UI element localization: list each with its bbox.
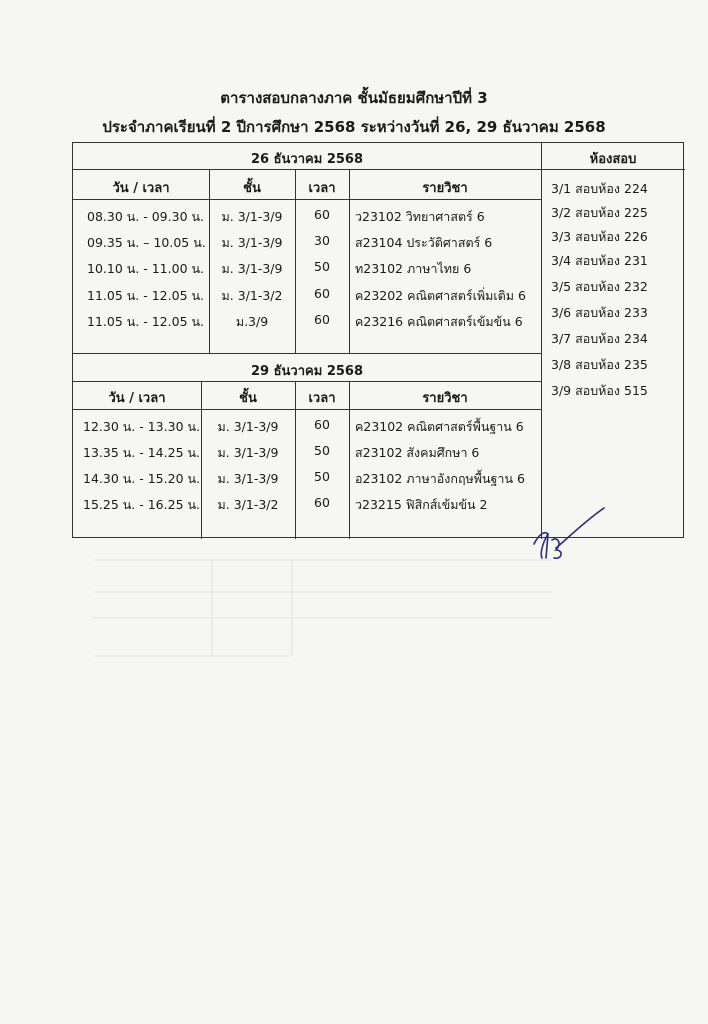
s1-row1-subject: ว23102 วิทยาศาสตร์ 6 [355, 209, 485, 224]
s1-row5-subject: ค23216 คณิตศาสตร์เข้มข้น 6 [355, 314, 523, 329]
s2-header-datetime: วัน / เวลา [108, 391, 166, 406]
room-item-8: 3/8 สอบห้อง 235 [551, 357, 648, 372]
room-item-4: 3/4 สอบห้อง 231 [551, 253, 648, 268]
s2-header-subject: รายวิชา [422, 391, 468, 406]
s1-row2-subject: ส23104 ประวัติศาสตร์ 6 [355, 235, 493, 250]
s1-header-class: ชั้น [243, 181, 261, 196]
s2-row2-class: ม. 3/1-3/9 [217, 445, 279, 460]
s1-row4-duration: 60 [314, 286, 330, 301]
room-item-2: 3/2 สอบห้อง 225 [551, 205, 648, 220]
room-item-5: 3/5 สอบห้อง 232 [551, 279, 648, 294]
s1-end-line [73, 353, 541, 354]
s1-row3-class: ม. 3/1-3/9 [221, 261, 283, 276]
s1-row2-time: 09.35 น. – 10.05 น. [87, 235, 206, 250]
s1-date-line [73, 169, 541, 170]
s2-row3-subject: อ23102 ภาษาอังกฤษพื้นฐาน 6 [355, 471, 525, 486]
s1-header-subject: รายวิชา [422, 181, 468, 196]
section1-date: 26 ธันวาคม 2568 [250, 152, 363, 167]
s1-row4-subject: ค23202 คณิตศาสตร์เพิ่มเติม 6 [355, 288, 526, 303]
s2-row4-class: ม. 3/1-3/2 [217, 497, 279, 512]
room-item-1: 3/1 สอบห้อง 224 [551, 181, 648, 196]
s2-row4-subject: ว23215 ฟิสิกส์เข้มข้น 2 [355, 497, 488, 512]
s2-row2-duration: 50 [314, 443, 330, 458]
s2-header-duration: เวลา [308, 391, 336, 406]
s1-row1-duration: 60 [314, 207, 330, 222]
s2-row2-time: 13.35 น. - 14.25 น. [83, 445, 201, 460]
section2-date: 29 ธันวาคม 2568 [250, 364, 363, 379]
room-item-7: 3/7 สอบห้อง 234 [551, 331, 648, 346]
s2-row1-class: ม. 3/1-3/9 [217, 419, 279, 434]
room-item-6: 3/6 สอบห้อง 233 [551, 305, 648, 320]
document-title: ตารางสอบกลางภาค ชั้นมัธยมศึกษาปีที่ 3 [220, 89, 488, 107]
s2-row3-time: 14.30 น. - 15.20 น. [83, 471, 201, 486]
s2-row1-time: 12.30 น. - 13.30 น. [83, 419, 201, 434]
signature [528, 500, 608, 570]
s1-row2-class: ม. 3/1-3/9 [221, 235, 283, 250]
s1-row5-time: 11.05 น. - 12.05 น. [87, 314, 205, 329]
s2-row2-subject: ส23102 สังคมศึกษา 6 [355, 445, 480, 460]
s1-header-datetime: วัน / เวลา [112, 181, 170, 196]
rooms-header-line [541, 169, 685, 170]
s1-row1-time: 08.30 น. - 09.30 น. [87, 209, 205, 224]
s1-row4-class: ม. 3/1-3/2 [221, 288, 283, 303]
s1-row3-time: 10.10 น. - 11.00 น. [87, 261, 205, 276]
rooms-divider [541, 143, 542, 353]
s2-row4-duration: 60 [314, 495, 330, 510]
s1-row4-time: 11.05 น. - 12.05 น. [87, 288, 205, 303]
s1-header-duration: เวลา [308, 181, 336, 196]
show-through-marks [92, 556, 552, 666]
s1-row3-duration: 50 [314, 259, 330, 274]
exam-schedule-table [72, 142, 684, 538]
s2-row1-duration: 60 [314, 417, 330, 432]
s1-row2-duration: 30 [314, 233, 330, 248]
s1-row1-class: ม. 3/1-3/9 [221, 209, 283, 224]
room-item-9: 3/9 สอบห้อง 515 [551, 383, 648, 398]
s2-date-line [73, 381, 541, 382]
s1-row3-subject: ท23102 ภาษาไทย 6 [355, 261, 472, 276]
document-subtitle: ประจำภาคเรียนที่ 2 ปีการศึกษา 2568 ระหว่างวันที่ 26, 29 ธันวาคม 2568 [102, 118, 606, 136]
s1-header-line [73, 199, 541, 200]
s2-header-class: ชั้น [239, 391, 257, 406]
s2-header-line [73, 409, 541, 410]
s2-row3-class: ม. 3/1-3/9 [217, 471, 279, 486]
s1-row5-class: ม.3/9 [235, 314, 269, 329]
s2-row3-duration: 50 [314, 469, 330, 484]
room-item-3: 3/3 สอบห้อง 226 [551, 229, 648, 244]
s2-row1-subject: ค23102 คณิตศาสตร์พื้นฐาน 6 [355, 419, 524, 434]
s1-row5-duration: 60 [314, 312, 330, 327]
s2-row4-time: 15.25 น. - 16.25 น. [83, 497, 201, 512]
rooms-header: ห้องสอบ [589, 152, 637, 167]
